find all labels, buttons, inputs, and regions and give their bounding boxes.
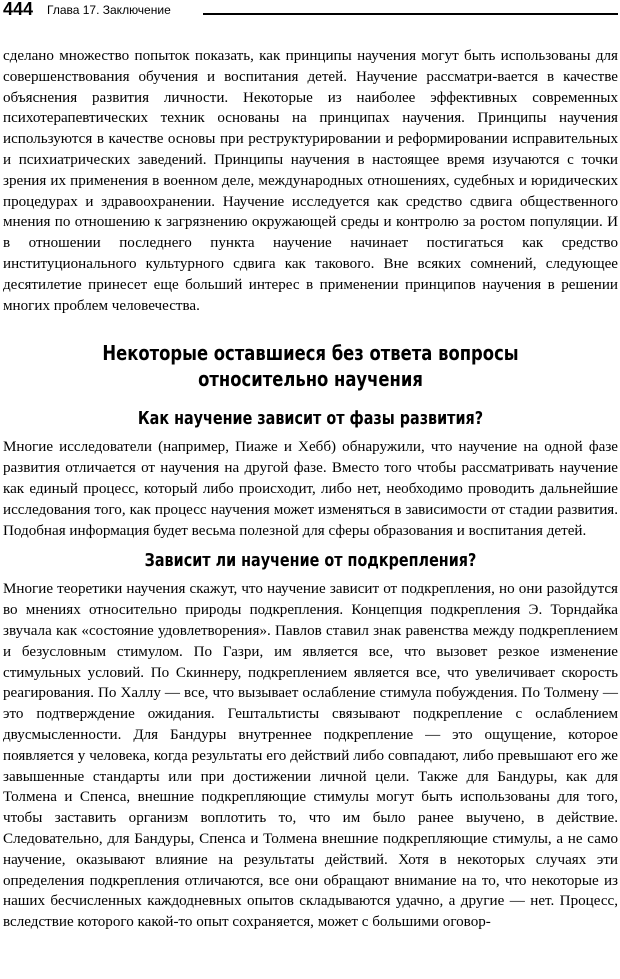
running-head: Глава 17. Заключение	[47, 3, 171, 17]
section-heading-line2: относительно научения	[198, 367, 423, 392]
section-heading-line1: Некоторые оставшиеся без ответа вопросы	[102, 341, 519, 366]
section-heading	[58, 340, 562, 392]
paragraph-continuation: сделано множество попыток показать, как принципы научения могут быть использованы для совершенствования обучения и воспитания детей. Научение рассматри-вается в качестве объяснения развития личности. Некоторые из наиболее эффективных современных психотерапевтических техник основаны на принципах научения. Принципы научения используются в качестве основы при реструктурировании и реформировании исправительных и психиатрических заведений. Принципы научения в настоящее время изучаются с точки зрения их применения в военном деле, международных отношениях, судебных и юридических процедурах и здравоохранении. Научение исследуется как средство сдвига общественного мнения по отношению к загрязнению окружающей среды и контролю за ростом популяции. И в отношении последнего пункта научение начинает постигаться как средство институционального культурного сдвига как такового. Вне всяких сомнений, следующее десятилетие принесет еще больший интерес в применении принципов научения в решении многих проблем человечества.	[3, 48, 618, 314]
header-rule	[203, 13, 618, 15]
subheading-development-phase: Как научение зависит от фазы развития?	[137, 409, 484, 430]
subheading-reinforcement: Зависит ли научение от подкрепления?	[144, 551, 477, 572]
page-number: 444	[3, 0, 34, 19]
page-body	[3, 46, 618, 933]
paragraph-reinforcement: Многие теоретики научения скажут, что научение зависит от подкрепления, но они разойдутся во мнениях относительно природы подкрепления. Концепция подкрепления Э. Торндайка звучала как «состояние удовлетворения». Павлов ставил знак равенства между подкреплением и безусловным стимулом. По Газри, им является все, что вызовет резкое изменение стимульных условий. По Скиннеру, подкреплением является все, что увеличивает скорость реагирования. По Халлу — все, что вызывает ослабление стимула побуждения. По Толмену — это подтверждение ожидания. Гештальтисты связывают подкрепление с ослаблением двусмысленности. Для Бандуры внутреннее подкрепление — это ощущение, которое появляется у человека, когда результаты его действий либо совпадают, либо превышают его же завышенные стандарты или при достижении личной цели. Также для Бандуры, как для Толмена и Спенса, внешние подкрепляющие стимулы могут быть использованы для того, чтобы заставить организм воплотить то, что им было ранее выучено, в действие. Следовательно, для Бандуры, Спенса и Толмена внешние подкрепляющие стимулы, а не само научение, оказывают влияние на результаты действий. Хотя в некоторых случаях эти определения подкрепления отличаются, все они обращают внимание на то, что некоторые из наших бесчисленных каждодневных опытов складываются удачно, а другие — нет. Процесс, вследствие которого какой-то опыт сохраняется, может с большими оговор-	[3, 581, 618, 931]
paragraph-development-phase: Многие исследователи (например, Пиаже и Хебб) обнаружили, что научение на одной фазе развития отличается от научения на другой фазе. Вместо того чтобы рассматривать научение как единый процесс, который либо происходит, либо нет, необходимо проводить дальнейшие исследования того, как процесс научения может изменяться в зависимости от стадии развития. Подобная информация будет весьма полезной для сферы образования и воспитания детей.	[3, 439, 618, 539]
page-header	[3, 0, 618, 26]
